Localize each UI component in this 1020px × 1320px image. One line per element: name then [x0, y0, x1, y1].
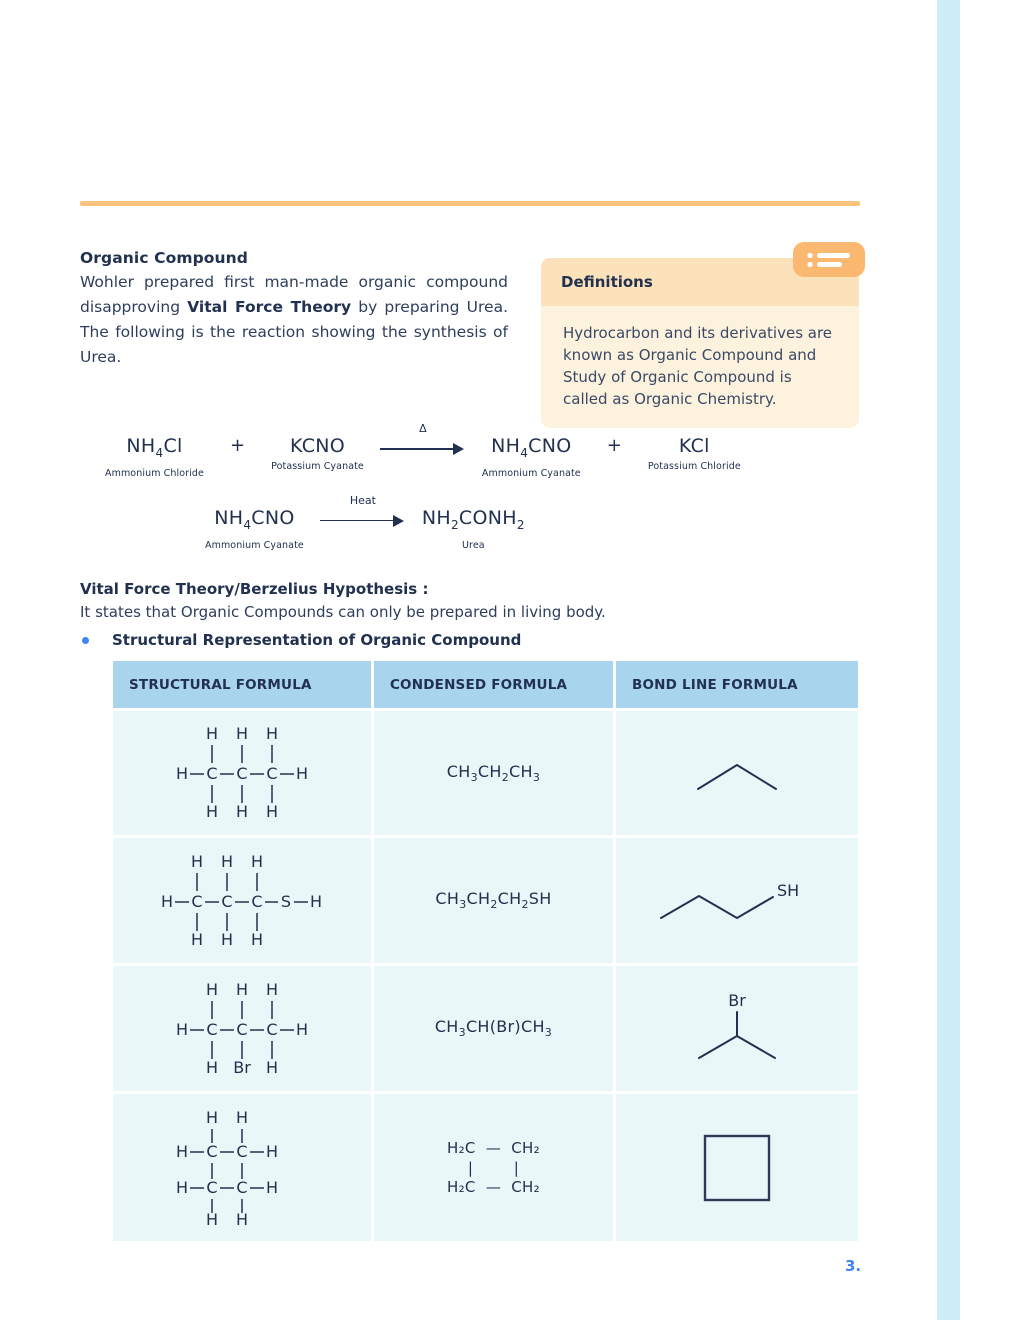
cyclobutane-bond-line-diagram [697, 1128, 777, 1208]
species-name: Ammonium Chloride [105, 467, 205, 479]
table-row [113, 838, 858, 963]
svg-text:H: H [205, 802, 218, 821]
species-formula: $NH_4Cl$ [126, 435, 183, 460]
theory-heading: Vital Force Theory/Berzelius Hypothesis : [80, 580, 429, 598]
table-row [113, 966, 858, 1091]
top-divider-rule [80, 201, 860, 206]
table-row [113, 1094, 858, 1241]
condensed-formula-cell [374, 838, 613, 963]
definitions-text: Hydrocarbon and its derivatives are known as Organic Compound and Study of Organic Compound is called as Organic Chemistry. [563, 324, 833, 408]
formula-table [113, 661, 858, 1241]
svg-text:H: H [250, 929, 263, 949]
column-header-condensed: CONDENSED FORMULA [374, 661, 613, 708]
condensed-line-2: | | [467, 1158, 520, 1177]
arrow-label: Heat [349, 493, 376, 507]
bond-line-formula-cell [616, 966, 858, 1091]
svg-text:H: H [309, 891, 322, 911]
definitions-title: Definitions [561, 273, 653, 291]
species-name: Potassium Chloride [647, 461, 741, 472]
reaction-arrow [320, 493, 406, 529]
column-header-bondline: BOND LINE FORMULA [616, 661, 858, 708]
svg-text:H: H [205, 1209, 218, 1227]
svg-text:H: H [205, 1108, 218, 1127]
condensed-formula-cell [374, 1094, 613, 1241]
bond-line-formula-cell [616, 711, 858, 835]
structural-formula-cell [113, 966, 371, 1091]
reaction-arrow [380, 422, 466, 457]
condensed-line-1: H₂C — CH₂ [447, 1138, 540, 1157]
table-header-row [113, 661, 858, 708]
svg-text:C: C [236, 1019, 248, 1039]
svg-text:H: H [295, 1019, 308, 1039]
svg-text:C: C [266, 764, 278, 783]
condensed-formula-cell [374, 711, 613, 835]
structural-representation-bullet [80, 631, 870, 649]
list-lines-icon [793, 242, 865, 277]
svg-text:H: H [205, 725, 218, 743]
svg-text:Br: Br [233, 1057, 251, 1077]
bromopropane-bond-line-diagram [682, 986, 792, 1071]
svg-text:H: H [190, 929, 203, 949]
arrow-head [453, 443, 464, 455]
svg-text:H: H [175, 764, 188, 783]
svg-text:H: H [265, 980, 278, 999]
condensed-line-3: H₂C — CH₂ [447, 1177, 540, 1196]
propane-structural-diagram [167, 725, 317, 821]
intro-text-part-2: by preparing Urea. The following is the reaction showing the synthesis of Urea. [80, 298, 508, 366]
product-species [648, 435, 741, 472]
species-formula: $NH_4CNO$ [214, 506, 295, 532]
condensed-formula-text: $CH_3CH_2CH_3$ [446, 761, 541, 785]
arrow-shaft [320, 520, 398, 522]
svg-text:H: H [175, 1177, 188, 1197]
svg-text:H: H [235, 725, 248, 743]
svg-text:C: C [206, 1019, 218, 1039]
product-species [482, 435, 581, 479]
plus-sign: + [230, 435, 246, 456]
theory-section [80, 580, 870, 649]
species-formula: $NH_4CNO$ [491, 435, 572, 460]
intro-heading: Organic Compound [80, 249, 248, 267]
structural-formula-cell [113, 1094, 371, 1241]
species-formula: KCl [678, 435, 710, 457]
reactant-species [205, 507, 304, 551]
plus-sign: + [606, 435, 622, 456]
condensed-formula-cell [374, 966, 613, 1091]
svg-text:C: C [236, 1177, 248, 1197]
product-species [422, 507, 525, 551]
svg-text:C: C [236, 1141, 248, 1161]
structural-formula-cell [113, 711, 371, 835]
page-number: 3. [845, 1257, 862, 1275]
arrow-label: Δ [419, 422, 427, 435]
intro-section [80, 249, 508, 370]
right-edge-decorative-strip [937, 0, 960, 1320]
svg-text:H: H [265, 1177, 278, 1197]
svg-text:H: H [265, 1141, 278, 1161]
svg-text:H: H [220, 929, 233, 949]
svg-text:C: C [191, 891, 203, 911]
column-header-structural: STRUCTURAL FORMULA [113, 661, 371, 708]
svg-text:C: C [221, 891, 233, 911]
arrow-shaft [380, 448, 458, 450]
svg-text:C: C [206, 1177, 218, 1197]
bullet-dot-icon [82, 637, 89, 644]
species-name: Ammonium Cyanate [481, 467, 581, 479]
svg-text:H: H [175, 1019, 188, 1039]
intro-text-bold: Vital Force Theory [187, 298, 352, 316]
species-name: Urea [461, 539, 485, 551]
cyclobutane-structural-diagram [167, 1109, 317, 1227]
species-name: Ammonium Cyanate [205, 539, 304, 551]
svg-text:H: H [205, 1057, 218, 1077]
reactant-species [271, 435, 364, 472]
svg-text:C: C [266, 1019, 278, 1039]
intro-paragraph [80, 270, 508, 370]
reactant-species [105, 435, 204, 479]
svg-text:H: H [235, 980, 248, 999]
svg-text:C: C [206, 1141, 218, 1161]
definitions-header [541, 258, 859, 306]
svg-text:C: C [206, 764, 218, 783]
bond-line-formula-cell [616, 1094, 858, 1241]
condensed-formula-text: $CH_3CH_2CH_2SH$ [435, 889, 552, 912]
reactions-section [80, 422, 870, 551]
propanethiol-bond-line-diagram [649, 870, 824, 932]
svg-text:H: H [205, 980, 218, 999]
svg-text:H: H [250, 852, 263, 871]
svg-text:H: H [295, 764, 308, 783]
svg-text:H: H [190, 852, 203, 871]
svg-text:H: H [235, 1209, 248, 1227]
species-formula: KCNO [289, 435, 346, 457]
condensed-formula-text: $CH_3CH(Br)CH_3$ [434, 1017, 553, 1040]
svg-text:C: C [236, 764, 248, 783]
svg-text:H: H [160, 891, 173, 911]
reaction-1 [80, 422, 870, 479]
svg-text:H: H [265, 725, 278, 743]
species-name: Potassium Cyanate [271, 461, 364, 472]
bullet-label: Structural Representation of Organic Compound [112, 631, 522, 649]
propane-bond-line-diagram [682, 743, 792, 803]
propanethiol-structural-diagram [152, 853, 332, 949]
bond-line-substituent-label: SH [777, 880, 800, 900]
species-formula: $NH_2CONH_2$ [421, 506, 525, 532]
condensed-formula-text [447, 1138, 540, 1196]
definitions-card [541, 258, 859, 428]
reaction-2 [80, 493, 870, 551]
svg-text:H: H [265, 802, 278, 821]
bond-line-substituent-label: Br [728, 991, 746, 1010]
svg-text:C: C [251, 891, 263, 911]
svg-text:H: H [265, 1057, 278, 1077]
definitions-body [541, 306, 859, 428]
svg-text:H: H [220, 852, 233, 871]
theory-statement: It states that Organic Compounds can only be prepared in living body. [80, 603, 606, 621]
arrow-head [393, 515, 404, 527]
svg-text:H: H [175, 1141, 188, 1161]
intro-text-part-1: Wohler prepared first man-made organic compound disapproving [80, 273, 508, 316]
svg-text:S: S [280, 891, 292, 911]
bond-line-formula-cell [616, 838, 858, 963]
svg-text:H: H [235, 802, 248, 821]
structural-formula-cell [113, 838, 371, 963]
bromopropane-structural-diagram [167, 981, 317, 1077]
svg-text:H: H [235, 1108, 248, 1127]
table-row [113, 711, 858, 835]
